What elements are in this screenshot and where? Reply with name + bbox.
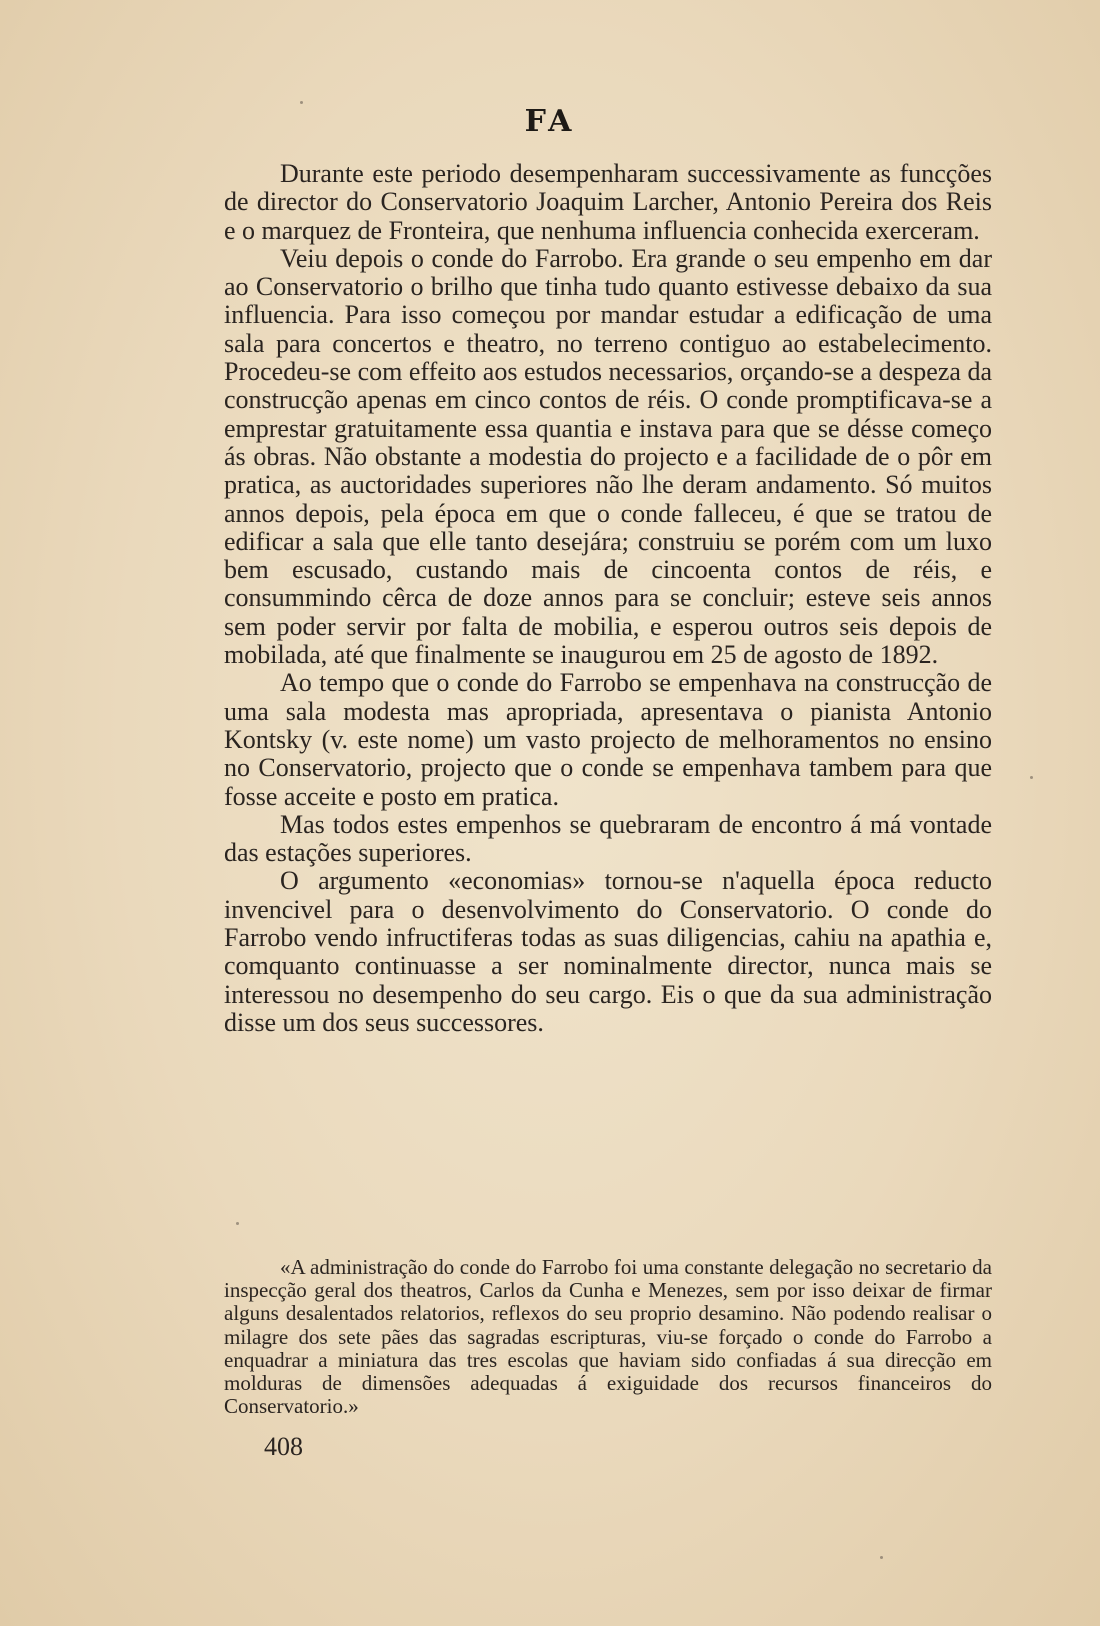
paper-speck	[236, 1222, 239, 1225]
running-head: FA	[524, 104, 576, 139]
main-text	[224, 160, 992, 1037]
paper-speck	[1030, 776, 1033, 779]
paragraph: O argumento «economias» tornou-se n'aquella época reducto invencivel para o desenvolvimento do Conservatorio. O conde do Farrobo vendo infructiferas todas as suas diligencias, cahiu na apathia e, comquanto continuasse a ser nominalmente director, nunca mais se interessou no desempenho do seu cargo. Eis o que da sua administração disse um dos seus successores.	[224, 866, 992, 1037]
paragraph: Veiu depois o conde do Farrobo. Era grande o seu empenho em dar ao Conservatorio o brilho que tinha tudo quanto estivesse debaixo da sua influencia. Para isso começou por mandar estudar a edificação de uma sala para concertos e theatro, no terreno contiguo ao estabelecimento. Procedeu-se com effeito aos estudos necessarios, orçando-se a despeza da construcção apenas em cinco contos de réis. O conde promptificava-se a emprestar gratuitamente essa quantia e instava para que se désse começo ás obras. Não obstante a modestia do projecto e a facilidade de o pôr em pratica, as auctoridades superiores não lhe deram andamento. Só muitos annos depois, pela época em que o conde falleceu, é que se tratou de edificar a sala que elle tanto desejára; construiu se porém com um luxo bem escusado, custando mais de cincoenta contos de réis, e consummindo cêrca de doze annos para se concluir; esteve seis annos sem poder servir por falta de mobilia, e esperou outros seis depois de mobilada, até que finalmente se inaugurou em 25 de agosto de 1892.	[224, 243, 992, 670]
paper-speck	[880, 1556, 883, 1559]
paragraph: Mas todos estes empenhos se quebraram de encontro á má vontade das estações superiores.	[224, 809, 992, 868]
footnote	[224, 1256, 992, 1418]
paragraph: Ao tempo que o conde do Farrobo se empenhava na construcção de uma sala modesta mas apropriada, apresentava o pianista Antonio Kontsky (v. este nome) um vasto projecto de melhoramentos no ensino no Conservatorio, projecto que o conde se empenhava tambem para que fosse acceite e posto em pratica.	[224, 668, 992, 811]
paragraph: Durante este periodo desempenharam successivamente as funcções de director do Conservatorio Joaquim Larcher, Antonio Pereira dos Reis e o marquez de Fronteira, que nenhuma influencia conhecida exerceram.	[224, 159, 992, 245]
page-number: 408	[264, 1432, 303, 1461]
paper-speck	[300, 101, 303, 104]
footnote-text: «A administração do conde do Farrobo foi uma constante delegação no secretario da inspecção geral dos theatros, Carlos da Cunha e Menezes, sem por isso deixar de firmar alguns desalentados relatorios, reflexos do seu proprio desamino. Não podendo realisar o milagre dos sete pães das sagradas escripturas, viu-se forçado o conde do Farrobo a enquadrar a miniatura das tres escolas que haviam sido confiadas á sua direcção em molduras de dimensões adequadas á exiguidade dos recursos financeiros do Conservatorio.»	[224, 1255, 992, 1419]
